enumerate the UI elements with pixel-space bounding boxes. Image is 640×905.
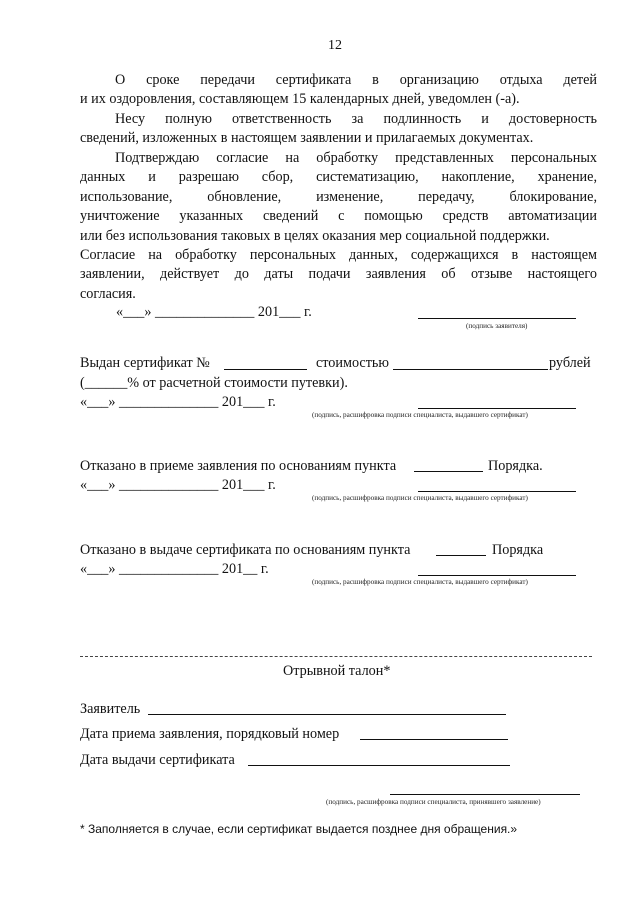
refused-acceptance-order: Порядка. (488, 458, 543, 474)
refused-issuance-text: Отказано в выдаче сертификата по основаниям пункта (80, 542, 411, 558)
paragraph-consent-line6: Согласие на обработку персональных данных, содержащихся в настоящем (80, 247, 597, 263)
refused-acceptance-signature-line[interactable] (418, 491, 576, 492)
paragraph-consent-line3: использование, обновление, изменение, передачу, блокирование, (80, 189, 597, 205)
tear-off-acceptance-date-label: Дата приема заявления, порядковый номер (80, 726, 340, 742)
paragraph-consent-line8: согласия. (80, 286, 136, 302)
certificate-cost-label: стоимостью (316, 355, 389, 371)
tear-off-issue-date-label: Дата выдачи сертификата (80, 752, 235, 768)
paragraph-consent-line7: заявлении, действует до даты подачи заявления об отзыве настоящего (80, 266, 597, 282)
certificate-rubles-label: рублей (549, 355, 591, 371)
tear-off-applicant-field[interactable] (148, 714, 506, 715)
certificate-number-label: Выдан сертификат № (80, 355, 210, 371)
certificate-cost-field[interactable] (393, 369, 548, 370)
tear-off-issue-date-field[interactable] (248, 765, 510, 766)
paragraph-consent-line1: Подтверждаю согласие на обработку представленных персональных (115, 150, 597, 166)
refused-issuance-caption: (подпись, расшифровка подписи специалиста, выдавшего сертификат) (312, 578, 528, 586)
tear-off-signature-line[interactable] (390, 794, 580, 795)
applicant-date-field[interactable]: «___» ______________ 201___ г. (116, 304, 312, 320)
refused-acceptance-clause-field[interactable] (414, 471, 483, 472)
certificate-number-field[interactable] (224, 369, 307, 370)
refused-acceptance-date-field[interactable]: «___» ______________ 201___ г. (80, 477, 276, 493)
certificate-signature-line[interactable] (418, 408, 576, 409)
applicant-signature-caption: (подпись заявителя) (466, 322, 528, 330)
page-number: 12 (328, 38, 342, 53)
paragraph-responsibility-line1: Несу полную ответственность за подлинность и достоверность (115, 111, 597, 127)
tear-off-signature-caption: (подпись, расшифровка подписи специалиста, принявшего заявление) (326, 798, 541, 806)
tear-off-title: Отрывной талон* (283, 663, 391, 679)
refused-issuance-clause-field[interactable] (436, 555, 486, 556)
certificate-percent-line: (______% от расчетной стоимости путевки). (80, 375, 348, 391)
paragraph-consent-line4: уничтожение указанных сведений с помощью средств автоматизации (80, 208, 597, 224)
certificate-signature-caption: (подпись, расшифровка подписи специалиста, выдавшего сертификат) (312, 411, 528, 419)
refused-issuance-order: Порядка (492, 542, 544, 558)
paragraph-responsibility-line2: сведений, изложенных в настоящем заявлении и прилагаемых документах. (80, 130, 534, 146)
refused-issuance-signature-line[interactable] (418, 575, 576, 576)
refused-acceptance-caption: (подпись, расшифровка подписи специалиста, выдавшего сертификат) (312, 494, 528, 502)
refused-issuance-date-field[interactable]: «___» ______________ 201__ г. (80, 561, 269, 577)
paragraph-consent-line2: данных и разрешаю сбор, систематизацию, накопление, хранение, (80, 169, 597, 185)
applicant-signature-line[interactable] (418, 318, 576, 319)
tear-off-applicant-label: Заявитель (80, 701, 141, 717)
refused-acceptance-text: Отказано в приеме заявления по основаниям пункта (80, 458, 397, 474)
certificate-date-field[interactable]: «___» ______________ 201___ г. (80, 394, 276, 410)
tear-off-divider (80, 656, 592, 657)
paragraph-consent-line5: или без использования таковых в целях оказания мер социальной поддержки. (80, 228, 550, 244)
footnote: * Заполняется в случае, если сертификат выдается позднее дня обращения.» (80, 822, 518, 836)
paragraph-notice-line2: и их оздоровления, составляющем 15 календарных дней, уведомлен (-а). (80, 91, 520, 107)
paragraph-notice-line1: О сроке передачи сертификата в организацию отдыха детей (115, 72, 597, 88)
tear-off-acceptance-date-field[interactable] (360, 739, 508, 740)
